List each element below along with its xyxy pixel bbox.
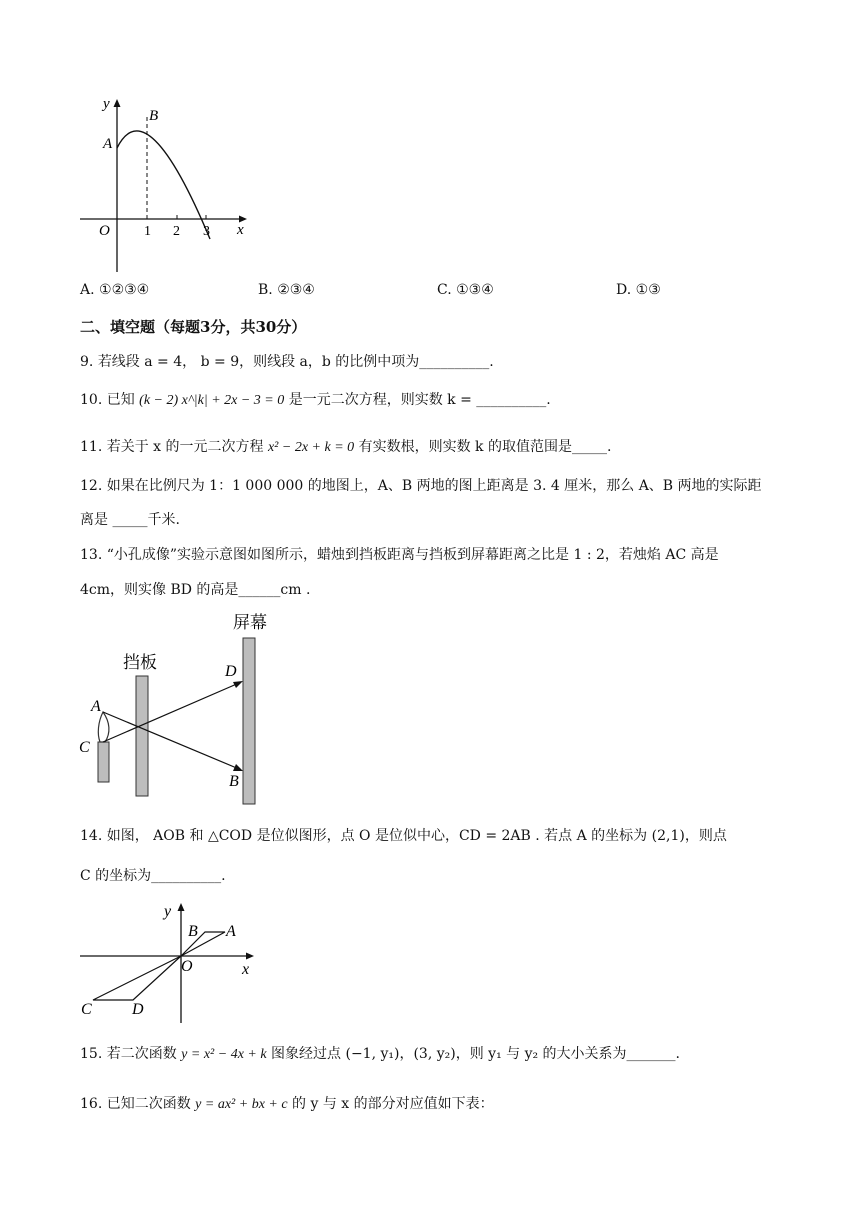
q15-pre: 若二次函数	[106, 1046, 177, 1062]
x-label: x	[242, 961, 250, 978]
q13-line2: 4cm，则实像 BD 的高是______cm .	[80, 582, 311, 598]
ray-a-to-b	[103, 712, 239, 769]
candle-flame	[98, 712, 109, 742]
question-9	[80, 352, 494, 372]
q13-number: 13.	[80, 547, 103, 563]
q15-number: 15.	[80, 1046, 103, 1062]
option-b[interactable]	[258, 282, 315, 298]
q14-line1: 如图， AOB 和 △COD 是位似图形，点 O 是位似中心，CD = 2AB . 若点 A 的坐标为 (2,1)，则点	[106, 828, 727, 844]
q14-number: 14.	[80, 828, 103, 844]
q16-number: 16.	[80, 1096, 103, 1112]
d-label: D	[132, 1001, 144, 1018]
q11-number: 11.	[80, 439, 103, 455]
parabola-figure	[75, 90, 255, 275]
board	[136, 676, 148, 796]
q9-text: 若线段 a = 4， b = 9，则线段 a，b 的比例中项为__________.	[97, 354, 494, 370]
ray-c-to-d	[103, 683, 239, 742]
screen-label: 屏幕	[233, 613, 267, 633]
x-axis-label: x	[237, 222, 244, 238]
screen	[243, 638, 255, 804]
option-b-text: ②③④	[277, 282, 315, 298]
option-c-text: ①③④	[456, 282, 494, 298]
tick-1: 1	[144, 224, 151, 239]
q10-pre: 已知	[106, 392, 135, 408]
option-a[interactable]	[80, 282, 149, 298]
option-a-letter: A.	[80, 282, 95, 298]
option-d[interactable]	[616, 282, 661, 298]
origin-label: O	[99, 223, 110, 239]
a-label: A	[226, 923, 236, 940]
q11-post: 有实数根，则实数 k 的取值范围是_____.	[358, 439, 612, 455]
question-16	[80, 1094, 494, 1115]
option-c[interactable]	[437, 282, 494, 298]
question-13	[80, 545, 719, 565]
o-label: O	[181, 958, 193, 975]
label-b: B	[229, 773, 239, 790]
question-15	[80, 1044, 680, 1065]
q10-equation: (k − 2) x^|k| + 2x − 3 = 0	[139, 393, 285, 408]
question-14	[80, 826, 727, 846]
label-a: A	[91, 698, 101, 715]
candle-body	[98, 742, 109, 782]
label-d: D	[225, 663, 237, 680]
point-b-label: B	[149, 108, 159, 124]
label-c: C	[79, 739, 90, 756]
y-label: y	[164, 903, 172, 920]
option-c-letter: C.	[437, 282, 452, 298]
q16-equation: y = ax² + bx + c	[195, 1097, 288, 1112]
q10-post: 是一元二次方程，则实数 k = __________.	[288, 392, 551, 408]
q16-post: 的 y 与 x 的部分对应值如下表：	[292, 1096, 494, 1112]
triangle-cod	[93, 956, 181, 1000]
q13-line1: “小孔成像”实验示意图如图所示，蜡烛到挡板距离与挡板到屏幕距离之比是 1 : 2，若烛焰 AC 高是	[106, 547, 719, 563]
option-a-text: ①②③④	[99, 282, 150, 298]
q11-equation: x² − 2x + k = 0	[267, 440, 355, 455]
option-d-letter: D.	[616, 282, 632, 298]
question-10	[80, 390, 551, 411]
b-label: B	[188, 923, 198, 940]
option-b-letter: B.	[258, 282, 273, 298]
similar-triangles-figure	[75, 898, 265, 1026]
q15-post: 图象经过点 (−1, y₁)，(3, y₂)，则 y₁ 与 y₂ 的大小关系为_______.	[271, 1046, 681, 1062]
q15-equation: y = x² − 4x + k	[181, 1047, 267, 1062]
q9-number: 9.	[80, 354, 94, 370]
q12-line2: 离是 _____千米.	[80, 512, 180, 528]
section-heading: 二、填空题（每题3分，共30分）	[80, 318, 307, 336]
option-d-text: ①③	[635, 282, 661, 298]
parabola-curve	[117, 131, 210, 239]
board-label: 挡板	[123, 653, 157, 673]
tick-3: 3	[203, 224, 210, 239]
c-label: C	[81, 1001, 92, 1018]
q12-line1: 如果在比例尺为 1：1 000 000 的地图上，A、B 两地的图上距离是 3. 4 厘米，那么 A、B 两地的实际距	[106, 478, 762, 494]
q11-pre: 若关于 x 的一元二次方程	[106, 439, 264, 455]
question-12	[80, 476, 762, 496]
q16-pre: 已知二次函数	[106, 1096, 191, 1112]
pinhole-figure	[75, 608, 285, 808]
tick-2: 2	[173, 224, 180, 239]
q14-line2: C 的坐标为__________.	[80, 868, 226, 884]
question-11	[80, 437, 611, 458]
point-a-label: A	[103, 136, 113, 152]
y-axis-label: y	[103, 96, 110, 112]
q10-number: 10.	[80, 392, 103, 408]
q12-number: 12.	[80, 478, 103, 494]
